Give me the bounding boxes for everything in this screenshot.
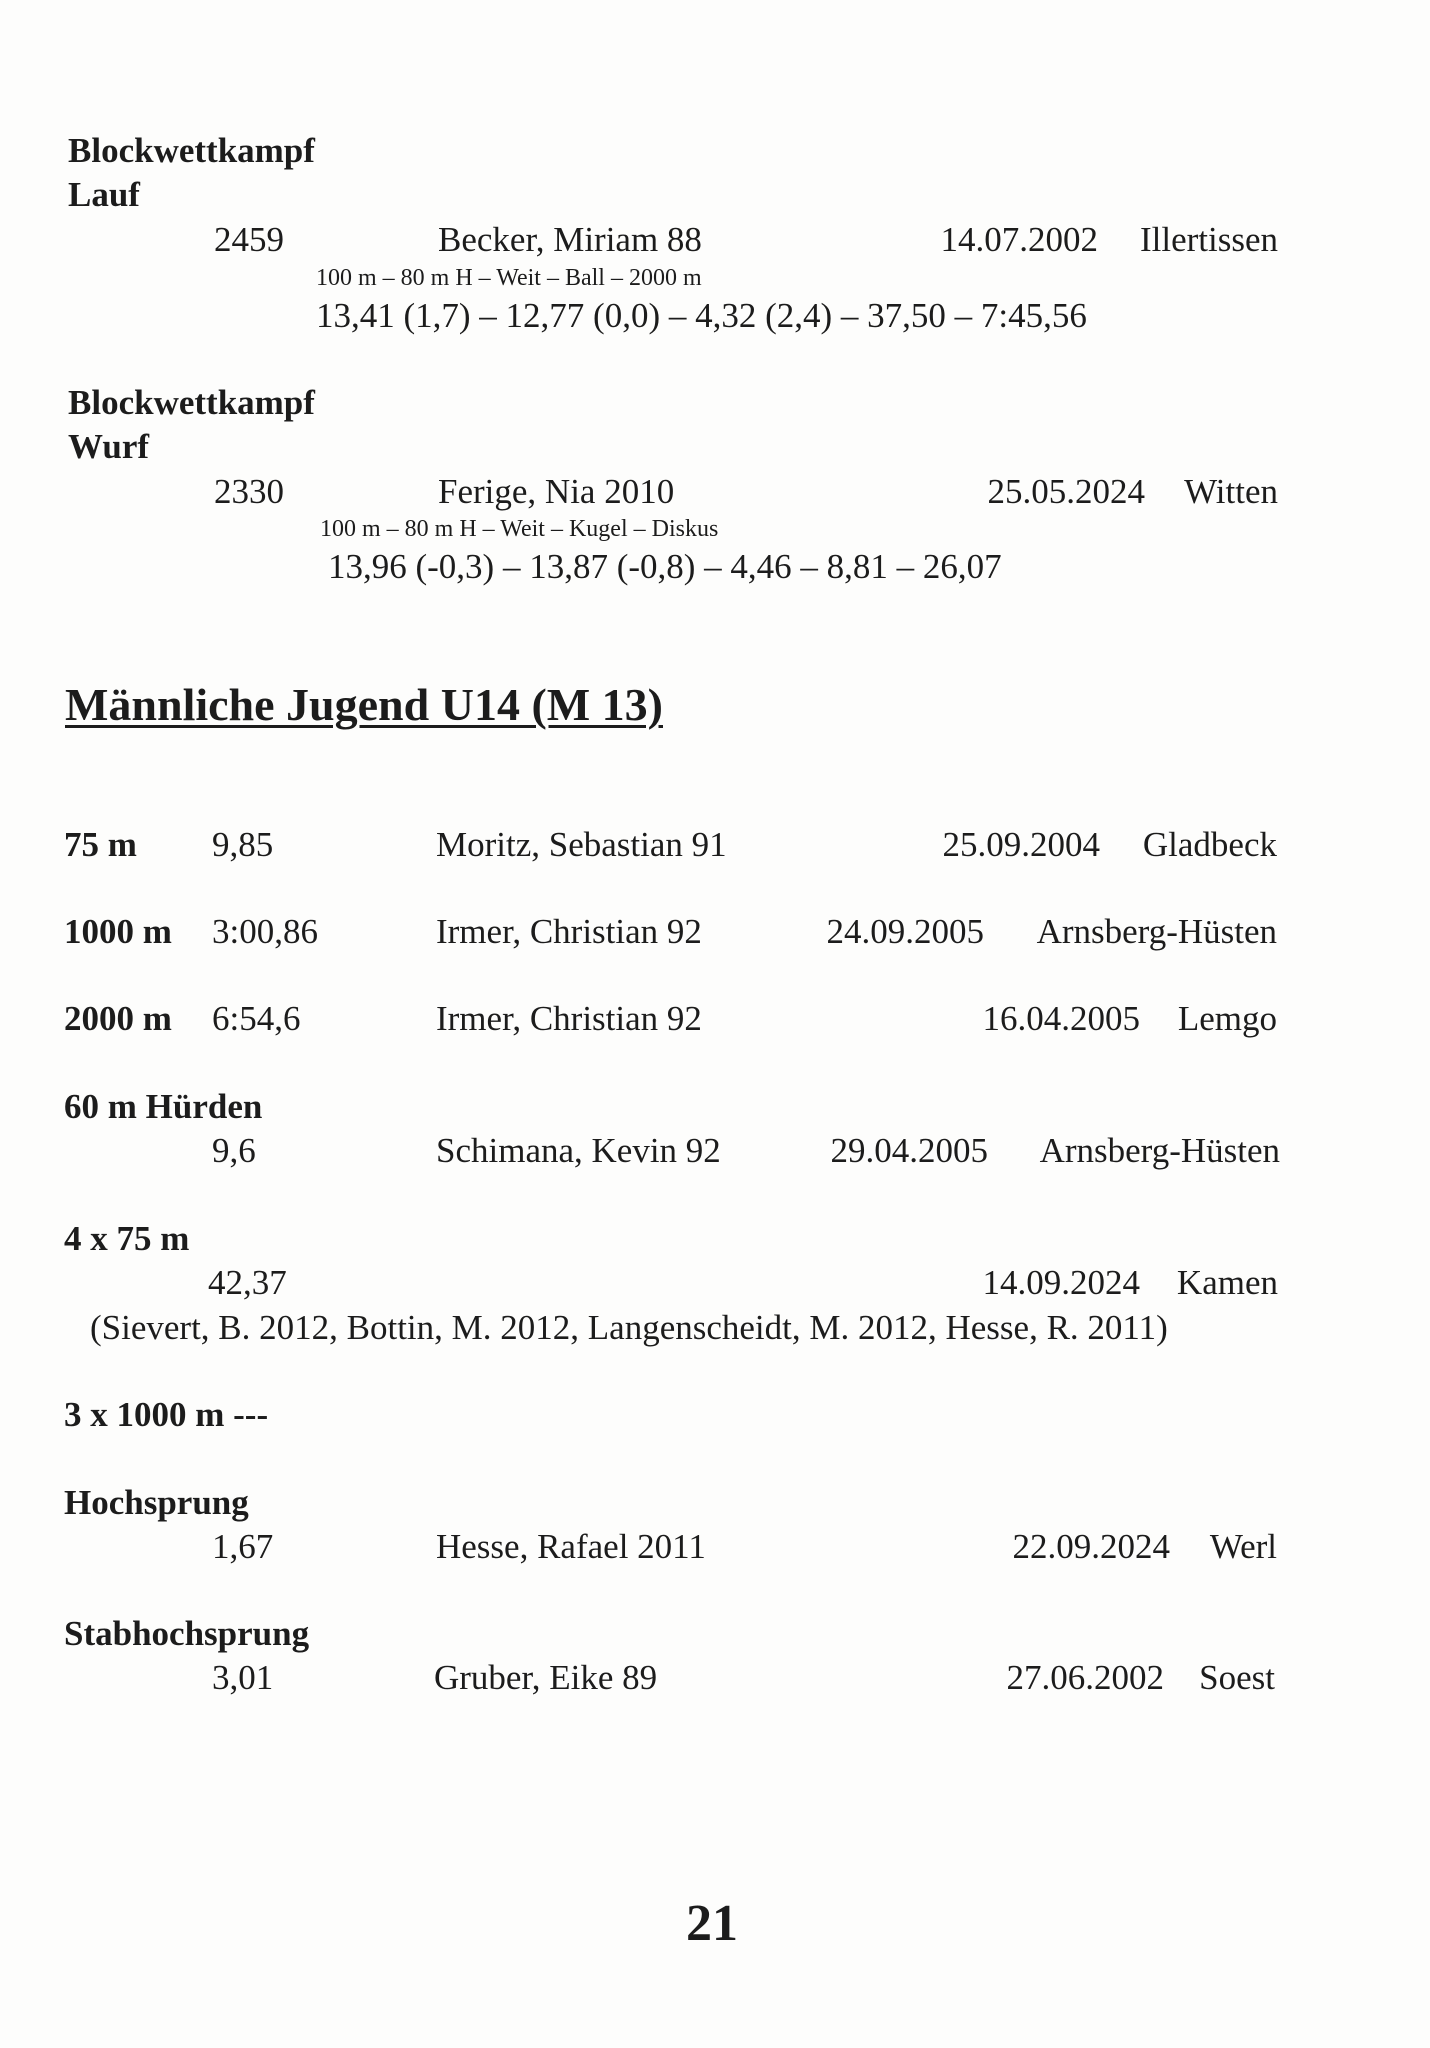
record-date: 24.09.2005 [826, 912, 984, 951]
block-disciplines: 100 m – 80 m H – Weit – Kugel – Diskus [320, 516, 719, 542]
block-results: 13,96 (-0,3) – 13,87 (-0,8) – 4,46 – 8,81 – 26,07 [328, 547, 1002, 586]
block-place: Illertissen [1139, 220, 1278, 259]
record-athlete: Moritz, Sebastian 91 [436, 825, 727, 864]
record-result: 1,67 [212, 1527, 274, 1566]
block-points: 2459 [214, 220, 284, 259]
record-result: 6:54,6 [212, 999, 301, 1038]
record-event: Hochsprung [64, 1483, 249, 1522]
record-place: Kamen [1176, 1263, 1278, 1302]
record-result: 3:00,86 [212, 912, 318, 951]
block-athlete: Becker, Miriam 88 [438, 220, 702, 259]
record-result: 9,85 [212, 825, 274, 864]
block-points: 2330 [214, 472, 284, 511]
block-date: 25.05.2024 [987, 472, 1145, 511]
record-event: 60 m Hürden [64, 1087, 263, 1126]
record-place: Werl [1209, 1527, 1277, 1566]
record-event: 1000 m [64, 912, 172, 951]
record-result: 3,01 [212, 1658, 274, 1697]
record-result: 9,6 [212, 1131, 256, 1170]
record-athlete: Irmer, Christian 92 [436, 999, 702, 1038]
block-heading: Blockwettkampf [68, 383, 315, 422]
record-event: 4 x 75 m [64, 1219, 190, 1258]
record-place: Soest [1199, 1658, 1275, 1697]
record-event: 75 m [64, 825, 137, 864]
record-team: (Sievert, B. 2012, Bottin, M. 2012, Langenscheidt, M. 2012, Hesse, R. 2011) [90, 1308, 1168, 1347]
block-heading: Blockwettkampf [68, 131, 315, 170]
record-athlete: Irmer, Christian 92 [436, 912, 702, 951]
record-date: 29.04.2005 [830, 1131, 988, 1170]
block-disciplines: 100 m – 80 m H – Weit – Ball – 2000 m [316, 265, 702, 291]
block-athlete: Ferige, Nia 2010 [438, 472, 675, 511]
page-number: 21 [686, 1895, 738, 1952]
block-subheading: Lauf [68, 175, 140, 214]
record-athlete: Schimana, Kevin 92 [436, 1131, 721, 1170]
record-event: 2000 m [64, 999, 172, 1038]
record-place: Lemgo [1177, 999, 1277, 1038]
block-place: Witten [1184, 472, 1278, 511]
record-event: 3 x 1000 m --- [64, 1395, 269, 1434]
record-date: 22.09.2024 [1012, 1527, 1170, 1566]
block-subheading: Wurf [68, 427, 150, 466]
record-athlete: Gruber, Eike 89 [434, 1658, 658, 1697]
record-date: 14.09.2024 [982, 1263, 1140, 1302]
block-date: 14.07.2002 [940, 220, 1098, 259]
section-title: Männliche Jugend U14 (M 13) [65, 679, 663, 730]
record-place: Gladbeck [1142, 825, 1277, 864]
record-date: 25.09.2004 [942, 825, 1100, 864]
record-date: 16.04.2005 [982, 999, 1140, 1038]
record-place: Arnsberg-Hüsten [1036, 912, 1277, 951]
block-results: 13,41 (1,7) – 12,77 (0,0) – 4,32 (2,4) – 37,50 – 7:45,56 [316, 296, 1087, 335]
record-event: Stabhochsprung [64, 1614, 310, 1653]
record-place: Arnsberg-Hüsten [1039, 1131, 1280, 1170]
record-result: 42,37 [208, 1263, 287, 1302]
record-date: 27.06.2002 [1006, 1658, 1164, 1697]
record-athlete: Hesse, Rafael 2011 [436, 1527, 706, 1566]
